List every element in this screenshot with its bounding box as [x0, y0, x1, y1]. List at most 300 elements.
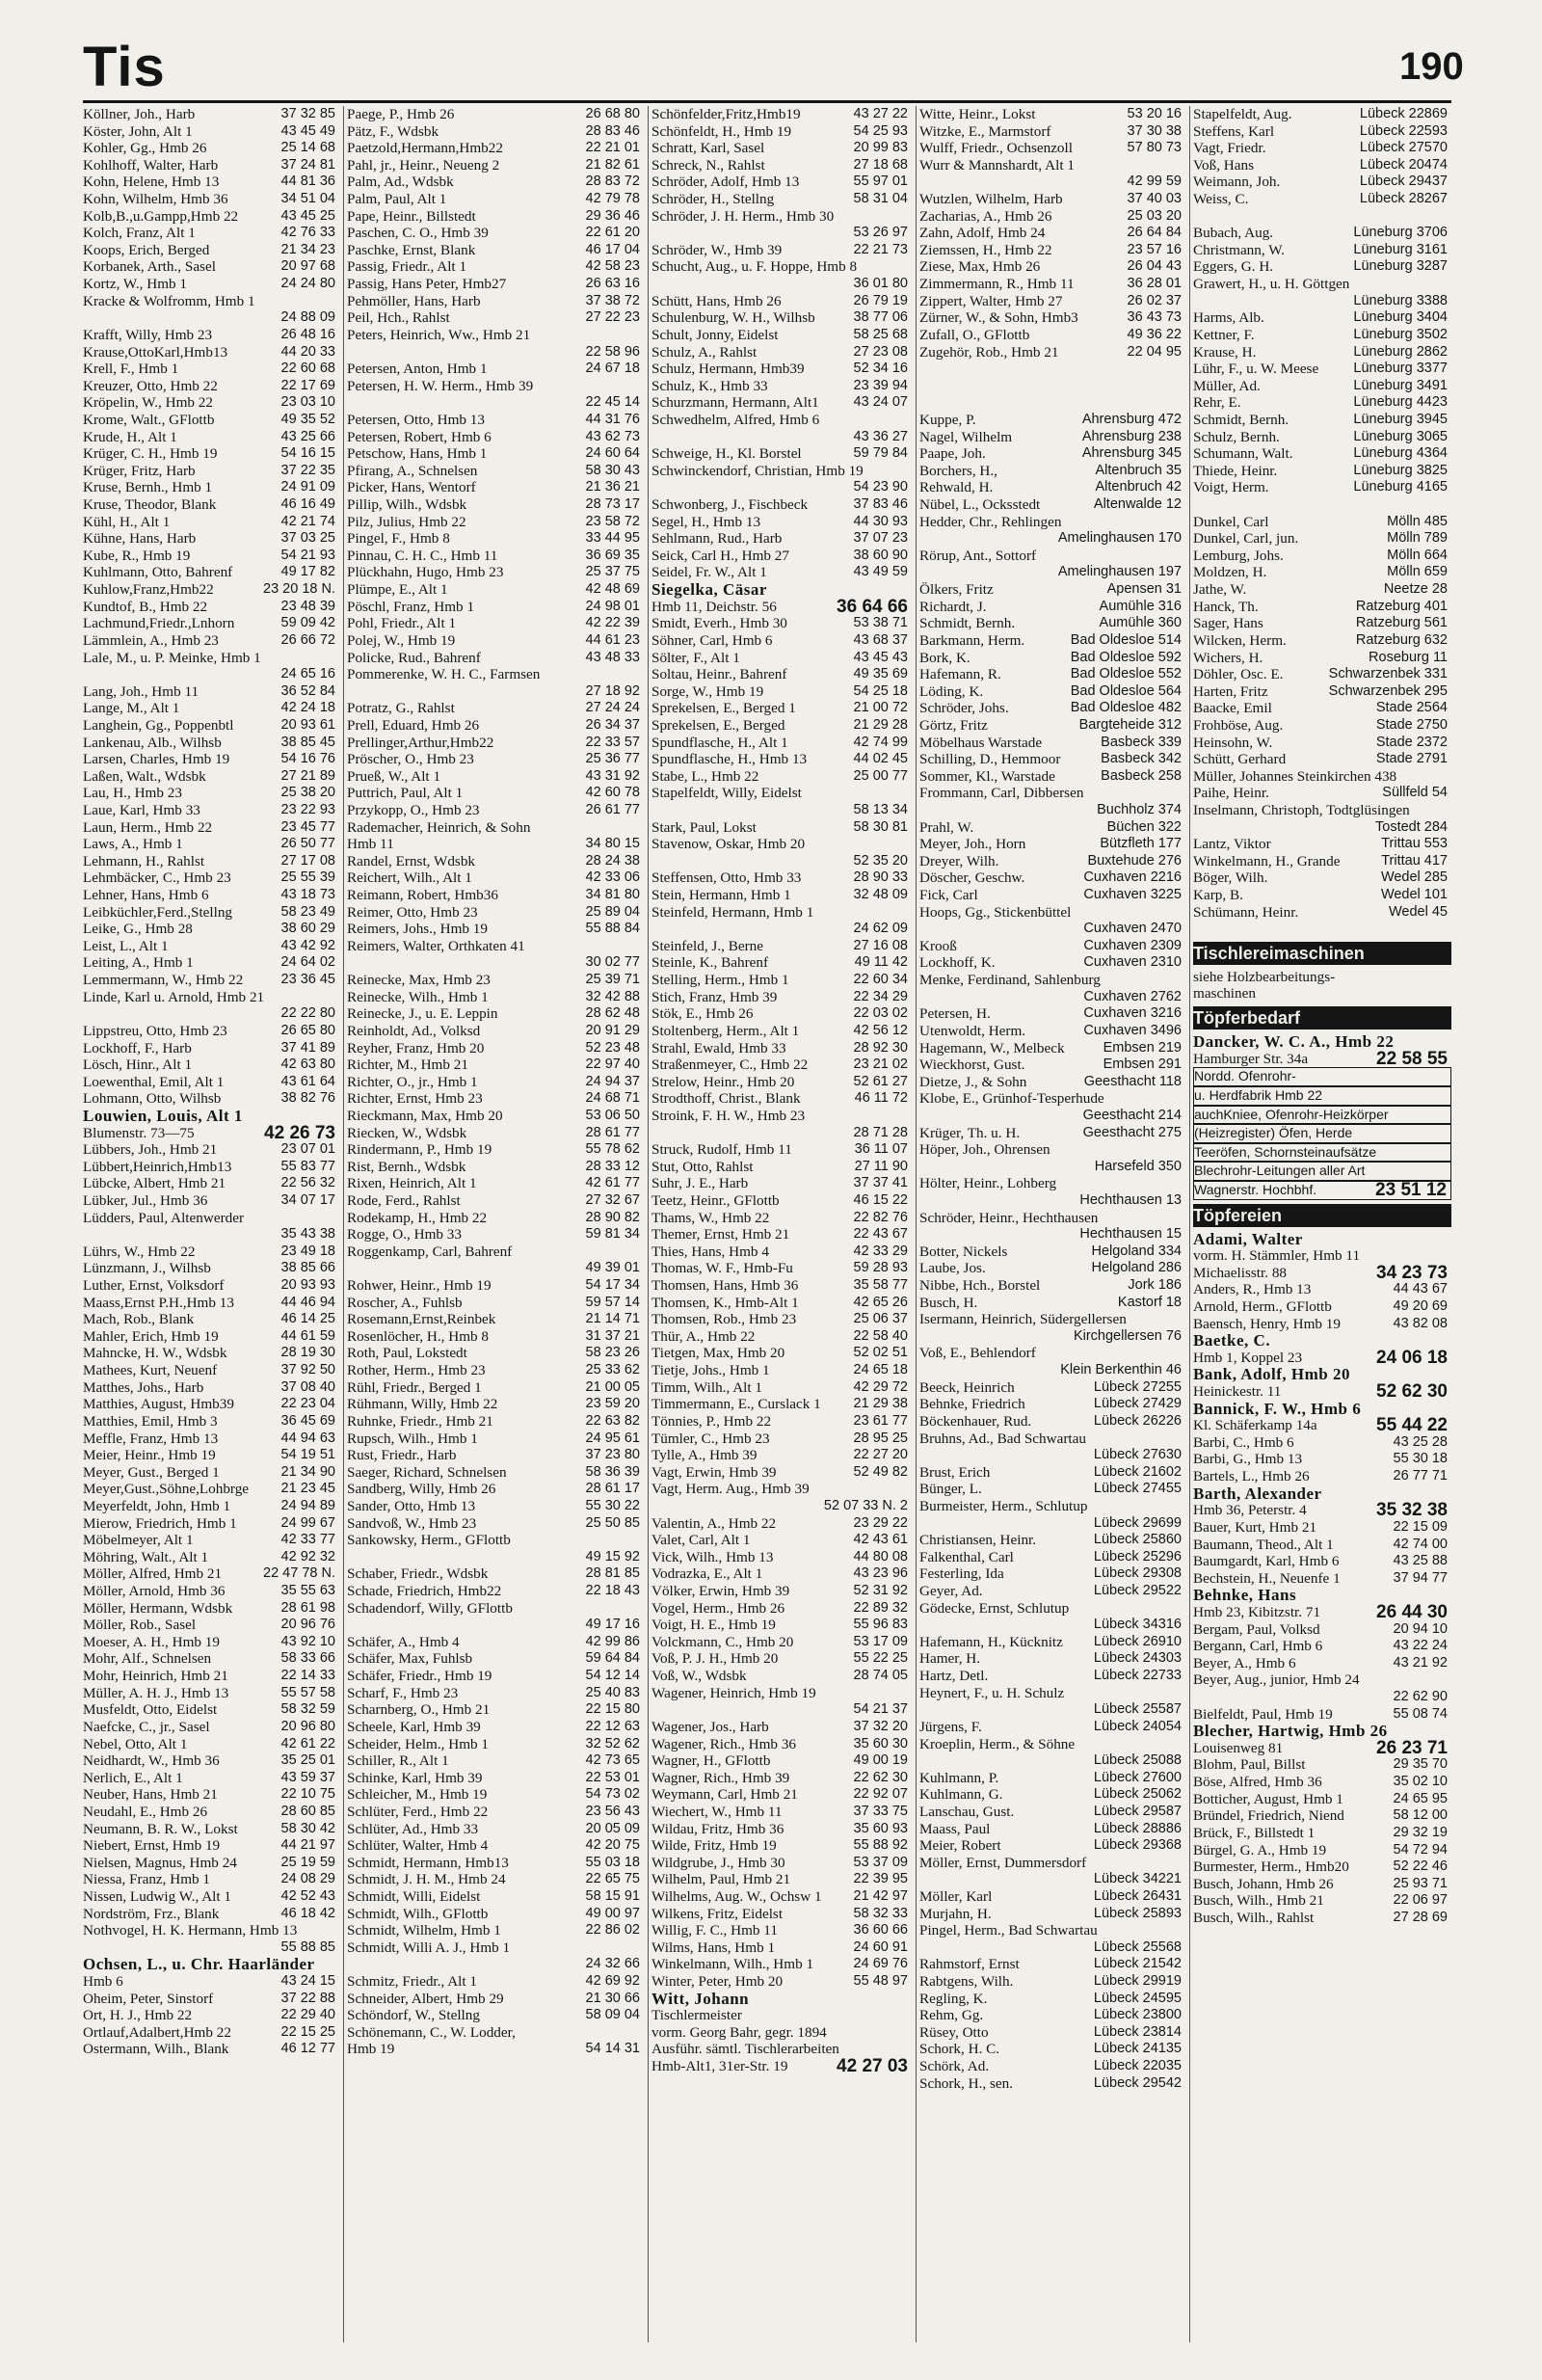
directory-entry: [651, 954, 912, 972]
directory-entry: [651, 1973, 912, 1991]
entry-name: Wagner, Rich., Hmb 39: [651, 1769, 790, 1786]
directory-entry: [919, 1260, 1185, 1277]
directory-entry: [1193, 1910, 1451, 1927]
directory-entry: [1193, 969, 1451, 986]
entry-phone: 20 94 10: [1391, 1621, 1448, 1639]
entry-phone: Stade 2564: [1373, 700, 1448, 717]
entry-name: Lemburg, Johs.: [1193, 547, 1284, 564]
entry-phone: 27 18 68: [851, 157, 908, 174]
entry-name: Schröder, J. H. Herm., Hmb 30: [651, 207, 835, 225]
directory-entry: [1193, 1723, 1451, 1740]
entry-name: Paihe, Heinr.: [1193, 785, 1269, 802]
directory-entry: [83, 1498, 339, 1515]
entry-phone: 46 14 25: [279, 1311, 335, 1328]
entry-name: Stapelfeldt, Aug.: [1193, 106, 1292, 122]
entry-name: Schwonberg, J., Fischbeck: [651, 496, 809, 514]
entry-phone: Helgoland 286: [1088, 1260, 1182, 1277]
directory-entry: [651, 1023, 912, 1040]
directory-entry: [651, 1617, 912, 1634]
directory-entry: [651, 836, 912, 853]
entry-phone: 55 96 83: [851, 1617, 908, 1634]
entry-phone: 26 50 77: [279, 836, 335, 853]
entry-name: Vagt, Erwin, Hmb 39: [651, 1463, 777, 1481]
entry-name: Palm, Ad., Wdsbk: [347, 174, 454, 191]
entry-name: Strelow, Heinr., Hmb 20: [651, 1073, 795, 1090]
directory-entry: [919, 1770, 1185, 1787]
directory-entry: [651, 1447, 912, 1464]
directory-entry: [651, 412, 912, 429]
entry-name: Rademacher, Heinrich, & Sohn: [347, 818, 531, 836]
entry-phone: 25 50 85: [583, 1515, 640, 1533]
entry-phone: 42 33 29: [851, 1243, 908, 1261]
entry-name: Kube, R., Hmb 19: [83, 547, 191, 564]
directory-entry: [347, 191, 644, 208]
entry-name: Mohr, Heinrich, Hmb 21: [83, 1668, 228, 1685]
entry-name: Wilde, Fritz, Hmb 19: [651, 1837, 777, 1855]
entry-name: Hmb-Alt1, 31er-Str. 19: [651, 2058, 788, 2075]
entry-phone: Lübeck 27429: [1091, 1396, 1182, 1413]
directory-entry: [1193, 1570, 1451, 1588]
entry-name: Gödecke, Ernst, Schlutup: [919, 1599, 1070, 1617]
entry-name: Wagner, H., GFlottb: [651, 1752, 771, 1770]
directory-entry: [83, 1396, 339, 1413]
directory-entry: [919, 887, 1185, 904]
directory-entry: [919, 2041, 1185, 2058]
entry-name: Voß, E., Behlendorf: [919, 1345, 1036, 1362]
directory-entry: [83, 751, 339, 768]
entry-name: Bruhns, Ad., Bad Schwartau: [919, 1430, 1086, 1447]
entry-name: Vogel, Herm., Hmb 26: [651, 1599, 785, 1617]
entry-phone: 42 33 77: [279, 1532, 335, 1549]
entry-phone: 43 61 64: [279, 1074, 335, 1091]
entry-name: Krüger, C. H., Hmb 19: [83, 445, 218, 463]
entry-phone: Lüneburg 3287: [1350, 258, 1448, 276]
directory-entry: [651, 1668, 912, 1685]
entry-phone: 37 37 41: [851, 1175, 908, 1192]
directory-entry: [651, 1685, 912, 1702]
entry-phone: Lüneburg 2862: [1350, 344, 1448, 361]
directory-entry: [651, 140, 912, 157]
directory-entry: [651, 2041, 912, 2058]
entry-phone: 54 17 34: [583, 1277, 640, 1295]
entry-name: Barbi, C., Hmb 6: [1193, 1433, 1294, 1451]
entry-name: Nissen, Ludwig W., Alt 1: [83, 1887, 231, 1905]
directory-entry: [919, 632, 1185, 650]
entry-phone: 46 17 04: [583, 242, 640, 259]
directory-entry: [83, 157, 339, 174]
directory-entry: [1193, 1876, 1451, 1893]
directory-entry: [347, 853, 644, 870]
entry-name: Bauer, Kurt, Hmb 21: [1193, 1518, 1317, 1536]
entry-phone: 25 36 77: [583, 751, 640, 768]
entry-name: Schweige, H., Kl. Borstel: [651, 445, 802, 463]
directory-entry: [919, 2007, 1185, 2024]
entry-name: Hafemann, R.: [919, 666, 1001, 683]
entry-name: Steinle, K., Bahrenf: [651, 954, 769, 972]
entry-phone: 44 46 94: [279, 1295, 335, 1312]
entry-phone: 35 55 63: [279, 1583, 335, 1600]
entry-name: Policke, Rud., Bahrenf: [347, 649, 481, 666]
directory-entry: [919, 2024, 1185, 2042]
entry-name: Müller, Ad.: [1193, 377, 1261, 394]
entry-name: Heinickestr. 11: [1193, 1383, 1282, 1401]
directory-entry: [1193, 1807, 1451, 1825]
directory-entry: [1193, 1859, 1451, 1876]
entry-phone: Lüneburg 3706: [1350, 225, 1448, 242]
entry-phone: 52 23 48: [583, 1040, 640, 1057]
entry-name: Blecher, Hartwig, Hmb 26: [1193, 1723, 1388, 1740]
entry-phone: Lübeck 25893: [1091, 1906, 1182, 1923]
entry-phone: Süllfeld 54: [1379, 785, 1448, 802]
directory-entry: [83, 1379, 339, 1397]
entry-name: Utenwoldt, Herm.: [919, 1022, 1026, 1039]
directory-entry: [347, 258, 644, 276]
directory-entry: [347, 1243, 644, 1261]
entry-name: Eggers, G. H.: [1193, 258, 1274, 276]
directory-entry: [651, 972, 912, 989]
entry-name: Steinfeld, J., Berne: [651, 937, 763, 954]
entry-name: Meier, Robert: [919, 1837, 1001, 1855]
entry-name: Rohwer, Heinr., Hmb 19: [347, 1277, 492, 1295]
directory-entry: [919, 1685, 1185, 1702]
entry-phone: Harsefeld 350: [1092, 1159, 1182, 1176]
entry-phone: 58 36 39: [583, 1464, 640, 1482]
directory-entry: [83, 1362, 339, 1379]
entry-name: Harms, Alb.: [1193, 309, 1264, 327]
directory-entry: [347, 1532, 644, 1549]
entry-name: Krafft, Willy, Hmb 23: [83, 326, 213, 343]
directory-entry: [83, 1650, 339, 1668]
directory-entry: [651, 1786, 912, 1804]
entry-name: Reinecke, J., u. E. Leppin: [347, 1005, 498, 1023]
entry-name: Schönemann, C., W. Lodder,: [347, 2023, 516, 2041]
entry-name: Höper, Joh., Ohrensen: [919, 1141, 1050, 1159]
directory-entry: [919, 1532, 1185, 1549]
entry-name: Paetzold,Hermann,Hmb22: [347, 140, 503, 157]
entry-name: Leibküchler,Ferd.,Stellng: [83, 903, 233, 921]
entry-name: Nibbe, Hch., Borstel: [919, 1277, 1041, 1295]
entry-phone: Lüneburg 3404: [1350, 309, 1448, 327]
entry-phone: Apensen 31: [1104, 581, 1182, 599]
entry-name: Geyer, Ad.: [919, 1583, 983, 1600]
entry-phone: 26 34 37: [583, 717, 640, 735]
entry-name: Köster, John, Alt 1: [83, 122, 193, 140]
directory-entry: [1193, 1519, 1451, 1537]
entry-name: Löding, K.: [919, 682, 984, 700]
directory-entry: [347, 581, 644, 599]
entry-phone: 20 96 80: [279, 1719, 335, 1736]
directory-entry: [919, 327, 1185, 344]
directory-entry: [83, 344, 339, 361]
entry-name: Polej, W., Hmb 19: [347, 631, 456, 649]
running-header-word: Tis: [83, 36, 166, 98]
entry-name: Dunkel, Carl: [1193, 513, 1269, 530]
directory-entry: [651, 666, 912, 683]
directory-entry: [347, 650, 644, 667]
directory-entry: [83, 174, 339, 191]
entry-name: Ausführ. sämtl. Tischlerarbeiten: [651, 2041, 839, 2058]
entry-name: Nübel, L., Ocksstedt: [919, 496, 1041, 514]
entry-name: Vagt, Friedr.: [1193, 140, 1266, 157]
directory-entry: [347, 208, 644, 226]
entry-name: Böckenhauer, Rud.: [919, 1412, 1032, 1430]
directory-entry: [1193, 1417, 1451, 1434]
entry-phone: 55 08 74: [1391, 1706, 1448, 1724]
entry-name: Nagel, Wilhelm: [919, 428, 1013, 445]
directory-entry: [651, 1431, 912, 1448]
directory-entry: [1193, 853, 1451, 870]
directory-entry: [651, 309, 912, 327]
directory-entry: [83, 700, 339, 717]
entry-phone: 22 61 20: [583, 225, 640, 242]
entry-phone: 34 81 80: [583, 887, 640, 904]
entry-phone: 59 64 84: [583, 1650, 640, 1668]
entry-name: Paschke, Ernst, Blank: [347, 241, 476, 258]
directory-entry: [347, 1108, 644, 1125]
directory-entry: [651, 479, 912, 496]
entry-phone: 26 23 71: [1373, 1740, 1448, 1757]
directory-entry: [347, 1141, 644, 1159]
entry-name: Schinke, Karl, Hmb 39: [347, 1769, 483, 1786]
entry-phone: 43 45 25: [279, 208, 335, 226]
entry-phone: 54 25 93: [851, 123, 908, 141]
directory-entry: [919, 242, 1185, 259]
entry-phone: 37 22 88: [279, 1991, 335, 2008]
entry-name: Schadendorf, Willy, GFlottb: [347, 1599, 513, 1617]
directory-entry: [651, 735, 912, 752]
entry-name: Lau, H., Hmb 23: [83, 785, 182, 802]
entry-name: Schumann, Walt.: [1193, 445, 1293, 463]
directory-entry: [83, 1159, 339, 1176]
entry-phone: 49 11 42: [852, 954, 908, 972]
directory-entry: [347, 921, 644, 938]
entry-phone: 44 94 63: [279, 1431, 335, 1448]
entry-phone: Lübeck 24135: [1091, 2041, 1182, 2058]
directory-entry: [347, 140, 644, 157]
directory-entry: [83, 1260, 339, 1277]
entry-phone: 42 76 33: [279, 225, 335, 242]
entry-name: Möller, Ernst, Dummersdorf: [919, 1854, 1087, 1871]
entry-phone: 34 80 15: [583, 836, 640, 853]
directory-entry: [1193, 1247, 1451, 1265]
entry-phone: 22 43 67: [851, 1226, 908, 1243]
directory-entry: [1193, 1366, 1451, 1383]
directory-entry: [919, 853, 1185, 870]
entry-phone: Wedel 45: [1386, 904, 1448, 922]
entry-phone: 24 24 80: [279, 276, 335, 293]
directory-entry: [347, 242, 644, 259]
entry-phone: 25 55 39: [279, 869, 335, 887]
directory-entry: [347, 1277, 644, 1295]
entry-name: Döscher, Geschw.: [919, 869, 1025, 887]
entry-phone: 38 82 76: [279, 1090, 335, 1108]
entry-phone: Lüneburg 3502: [1350, 327, 1448, 344]
entry-phone: 37 32 85: [279, 106, 335, 123]
entry-name: Bartels, L., Hmb 26: [1193, 1468, 1310, 1485]
directory-entry: [347, 1040, 644, 1057]
directory-entry: [919, 1498, 1185, 1515]
entry-phone: 42 26 73: [261, 1125, 335, 1142]
entry-name: Rehm, Gg.: [919, 2007, 984, 2024]
entry-name: Themer, Ernst, Hmb 21: [651, 1226, 790, 1243]
directory-entry: [347, 106, 644, 123]
directory-entry: [919, 666, 1185, 683]
entry-phone: Hechthausen 13: [1077, 1192, 1182, 1210]
entry-phone: Bad Oldesloe 552: [1068, 666, 1182, 683]
entry-phone: 27 17 08: [279, 853, 335, 870]
entry-phone: 44 81 36: [279, 174, 335, 191]
entry-name: Baumann, Theod., Alt 1: [1193, 1536, 1334, 1553]
entry-phone: 49 39 01: [583, 1260, 640, 1277]
entry-name: Möller, Karl: [919, 1887, 993, 1905]
header-rule: [83, 100, 1451, 103]
entry-phone: 59 57 14: [583, 1295, 640, 1312]
entry-name: Lohmann, Otto, Wilhsb: [83, 1090, 222, 1108]
directory-entry: [83, 802, 339, 819]
entry-phone: 29 32 19: [1391, 1825, 1448, 1842]
advertisement-line: [1193, 1067, 1451, 1086]
entry-name: Hmb 23, Kibitzstr. 71: [1193, 1603, 1321, 1620]
entry-phone: 35 60 30: [851, 1736, 908, 1753]
directory-entry: [651, 1701, 912, 1719]
entry-name: Rüsey, Otto: [919, 2023, 989, 2041]
entry-name: Ziemssen, H., Hmb 22: [919, 241, 1052, 258]
entry-name: Pohl, Friedr., Alt 1: [347, 615, 457, 632]
directory-entry: [1193, 666, 1451, 683]
entry-phone: 43 25 88: [1391, 1553, 1448, 1570]
entry-name: Barbi, G., Hmb 13: [1193, 1451, 1303, 1468]
entry-name: Ölkers, Fritz: [919, 581, 994, 599]
entry-phone: Lübeck 34221: [1091, 1871, 1182, 1888]
entry-name: Teeröfen, Schornsteinaufsätze: [1194, 1143, 1377, 1160]
entry-name: Pöschl, Franz, Hmb 1: [347, 598, 475, 615]
directory-entry: [83, 768, 339, 786]
entry-name: Krome, Walt., GFlottb: [83, 411, 215, 428]
directory-entry: [1193, 445, 1451, 463]
directory-entry: [651, 989, 912, 1006]
entry-name: Hafemann, H., Kücknitz: [919, 1633, 1063, 1650]
directory-entry: [651, 1243, 912, 1261]
entry-name: Winter, Peter, Hmb 20: [651, 1973, 784, 1991]
entry-name: Möller, Alfred, Hmb 21: [83, 1565, 223, 1583]
entry-phone: 38 85 45: [279, 735, 335, 752]
entry-phone: 54 21 37: [851, 1701, 908, 1719]
entry-phone: 49 17 82: [279, 564, 335, 581]
directory-entry: [651, 1752, 912, 1770]
directory-entry: [347, 514, 644, 531]
entry-name: Pape, Heinr., Billstedt: [347, 207, 476, 225]
entry-name: Laube, Jos.: [919, 1260, 986, 1277]
directory-entry: [919, 225, 1185, 242]
directory-entry: [919, 1821, 1185, 1838]
column-2: [347, 106, 644, 2352]
directory-entry: [83, 276, 339, 293]
entry-name: Pröscher, O., Hmb 23: [347, 751, 474, 768]
entry-name: Schulz, A., Rahlst: [651, 343, 758, 361]
entry-phone: Lübeck 22035: [1091, 2058, 1182, 2075]
entry-name: Krooß: [919, 937, 957, 954]
directory-entry: [347, 412, 644, 429]
entry-name: Schork, H. C.: [919, 2041, 1000, 2058]
entry-phone: 21 00 72: [851, 700, 908, 717]
directory-entry: [651, 2058, 912, 2075]
entry-phone: 28 73 17: [583, 496, 640, 514]
entry-name: Isermann, Heinrich, Südergellersen: [919, 1311, 1127, 1328]
entry-phone: 35 02 10: [1391, 1774, 1448, 1791]
directory-entry: [347, 1362, 644, 1379]
directory-entry: [347, 887, 644, 904]
entry-phone: 30 02 77: [583, 954, 640, 972]
directory-entry: [1193, 836, 1451, 853]
directory-entry: [83, 1906, 339, 1923]
entry-phone: 42 48 69: [583, 581, 640, 599]
directory-entry: [651, 1090, 912, 1108]
entry-name: Stark, Paul, Lokst: [651, 818, 757, 836]
directory-entry: [919, 191, 1185, 208]
entry-name: Wagener, Rich., Hmb 36: [651, 1735, 797, 1752]
entry-name: Kuhlow,Franz,Hmb22: [83, 581, 214, 599]
entry-phone: Cuxhaven 2470: [1080, 921, 1182, 938]
entry-phone: 28 62 48: [583, 1005, 640, 1023]
directory-entry: [919, 1379, 1185, 1397]
entry-name: Sandberg, Willy, Hmb 26: [347, 1481, 496, 1498]
directory-entry: [919, 530, 1185, 548]
entry-phone: 28 74 05: [851, 1668, 908, 1685]
directory-entry: [347, 1447, 644, 1464]
entry-name: Kühl, H., Alt 1: [83, 513, 171, 530]
entry-name: Rühl, Friedr., Berged 1: [347, 1378, 482, 1396]
entry-name: Hmb 11: [347, 836, 394, 853]
directory-entry: [651, 157, 912, 174]
directory-entry: [651, 174, 912, 191]
directory-entry: [651, 904, 912, 922]
directory-entry: [919, 429, 1185, 446]
entry-phone: 57 80 73: [1125, 140, 1182, 157]
entry-name: Kohn, Helene, Hmb 13: [83, 174, 220, 191]
entry-phone: 27 11 90: [852, 1159, 908, 1176]
entry-phone: 42 92 32: [279, 1549, 335, 1566]
entry-name: Plümpe, E., Alt 1: [347, 581, 448, 599]
entry-phone: 42 33 06: [583, 869, 640, 887]
entry-name: Lantz, Viktor: [1193, 836, 1271, 853]
entry-name: Bründel, Friedrich, Niend: [1193, 1807, 1344, 1825]
entry-name: Reinholdt, Ad., Volksd: [347, 1022, 481, 1039]
entry-name: Ochsen, L., u. Chr. Haarländer: [83, 1956, 315, 1974]
entry-phone: Lübeck 24054: [1091, 1719, 1182, 1736]
entry-phone: Basbeck 258: [1098, 768, 1182, 786]
entry-name: Hmb 1, Koppel 23: [1193, 1349, 1303, 1366]
entry-phone: 26 44 30: [1373, 1604, 1448, 1621]
entry-name: siehe Holzbearbeitungs-: [1193, 968, 1336, 985]
entry-name: Steinfeld, Hermann, Hmb 1: [651, 903, 814, 921]
directory-entry: [919, 615, 1185, 632]
entry-phone: 22 23 04: [279, 1396, 335, 1413]
directory-entry: [651, 225, 912, 242]
directory-entry: [919, 1464, 1185, 1482]
directory-entry: [83, 1192, 339, 1210]
directory-entry: [919, 1362, 1185, 1379]
entry-phone: Wedel 285: [1378, 869, 1448, 887]
entry-phone: 58 30 43: [583, 463, 640, 480]
directory-entry: [83, 429, 339, 446]
entry-name: Reimer, Otto, Hmb 23: [347, 903, 478, 921]
directory-entry: [347, 1074, 644, 1091]
entry-phone: 20 99 83: [851, 140, 908, 157]
entry-phone: 59 28 93: [851, 1260, 908, 1277]
entry-name: Nothvogel, H. K. Hermann, Hmb 13: [83, 1922, 298, 1939]
column-3: [651, 106, 912, 2352]
entry-phone: 49 17 16: [583, 1617, 640, 1634]
